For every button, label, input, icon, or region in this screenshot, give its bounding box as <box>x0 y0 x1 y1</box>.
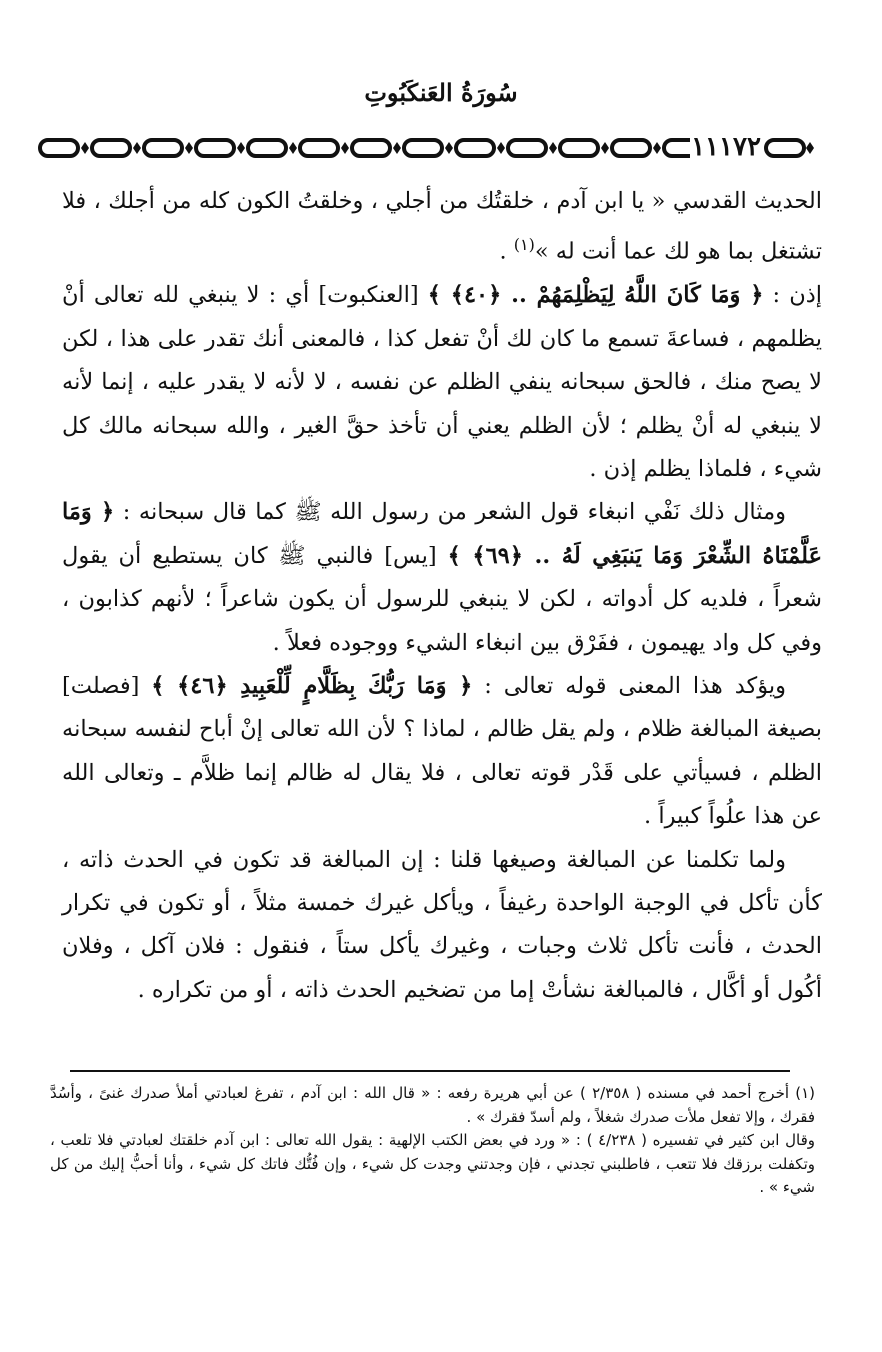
paragraph-hadith <box>62 180 822 274</box>
main-text <box>62 180 822 1012</box>
p4-text-b: [فصلت] بصيغة المبالغة ظلام ، ولم يقل ظالم ، لماذا ؟ لأن الله تعالى إنْ أباح لنفسه سبحانه الظلم ، فسيأتي على قَدْر قوته تعالى ، فلا يقال له ظالم إنما ظلاَّم ـ وتعالى الله عن هذا علُواً كبيراً . <box>62 672 822 830</box>
footnote-1: (١) أخرج أحمد في مسنده ( ٢/٣٥٨ ) عن أبي هريرة رفعه : « قال الله : ابن آدم ، تفرغ لعبادتي أملأ صدرك غنىً ، وأسُدَّ فقرك ، وإلا تفعل ملأت صدرك شغلاً ، ولم أسدّ فقرك » . <box>50 1084 816 1126</box>
footnotes <box>50 1082 815 1200</box>
quran-verse-fussilat-46: ﴿ وَمَا رَبُّكَ بِظَلَّامٍ لِّلْعَبِيدِ ﴿٤٦﴾ ﴾ <box>151 672 473 699</box>
p2-text: [العنكبوت] أي : لا ينبغي لله تعالى أنْ يظلمهم ، فساعةَ تسمع ما كان لك أنْ تفعل كذا ، فالمعنى أنك تقدر على هذا ، لكن لا يصح منك ، فالحق سبحانه ينفي الظلم عن نفسه ، لا لأنه لا يقدر عليه ، إنما لأنه لا ينبغي له أنْ يظلم ؛ لأن الظلم يعني أن تأخذ حقَّ الغير ، والله سبحانه مالك كل شيء ، فلماذا يظلم إذن . <box>62 282 822 482</box>
paragraph-poetry <box>62 491 822 665</box>
p3-text-b: [يس] فالنبي ﷺ كان يستطيع أن يقول شعراً ، فلديه كل أدواته ، لكن لا ينبغي للرسول أن يكون شاعراً ؛ لأنهم كذابون ، وفي كل واد يهيمون ، ففَرْق بين انبغاء الشيء ووجوده فعلاً . <box>62 542 822 656</box>
footnote-ref: (١) <box>513 235 535 255</box>
footnote-1-cont: وقال ابن كثير في تفسيره ( ٤/٢٣٨ ) : « ورد في بعض الكتب الإلهية : يقول الله تعالى : ابن آدم خلقتك لعبادتي فلا تلعب ، وتكفلت برزقك فلا تتعب ، فاطلبني تجدني ، فإن وجدتني وجدت كل شيء ، وإن فُتُّك فاتك كل شيء ، وأنا أحبُّ إليك من كل شيء » . <box>50 1131 815 1196</box>
footnote-separator <box>70 1070 790 1072</box>
hadith-text: الحديث القدسي « يا ابن آدم ، خلقتُك من أجلي ، وخلقتُ الكون كله من أجلك ، فلا تشتغل بما هو لك عما أنت له » <box>62 188 822 265</box>
quran-verse-yasin-69: ﴿ وَمَا عَلَّمْنَاهُ الشِّعْرَ وَمَا يَنبَغِي لَهُ .. ﴿٦٩﴾ ﴾ <box>62 499 822 569</box>
p2-lead: إذن : <box>772 282 822 309</box>
hadith-end: . <box>499 238 507 265</box>
paragraph-emphasis <box>62 665 822 839</box>
p3-text-a: ومثال ذلك نَفْي انبغاء قول الشعر من رسول الله ﷺ كما قال سبحانه : <box>122 499 786 526</box>
p5-text: ولما تكلمنا عن المبالغة وصيغها قلنا : إن المبالغة قد تكون في الحدث ذاته ، كأن تأكل في الوجبة الواحدة رغيفاً ، ويأكل غيرك خمسة مثلاً ، أو تكون في تكرار الحدث ، فأنت تأكل ثلاث وجبات ، وغيرك يأكل ستاً ، فنقول : فلان آكل ، وفلان أكُول أو أكَّال ، فالمبالغة نشأتْ إما من تضخيم الحدث ذاته ، أو من تكراره . <box>62 846 822 1003</box>
paragraph-idhan <box>62 274 822 491</box>
page-number: ١١١٧٢ <box>690 129 762 165</box>
p4-text-a: ويؤكد هذا المعنى قوله تعالى : <box>484 672 786 699</box>
surah-title: سُورَةُ العَنكَبُوتِ <box>364 78 518 107</box>
paragraph-exaggeration <box>62 839 822 1013</box>
quran-verse-ankabut-40: ﴿ وَمَا كَانَ اللَّهُ لِيَظْلِمَهُمْ .. ﴿٤٠﴾ ﴾ <box>427 282 764 309</box>
